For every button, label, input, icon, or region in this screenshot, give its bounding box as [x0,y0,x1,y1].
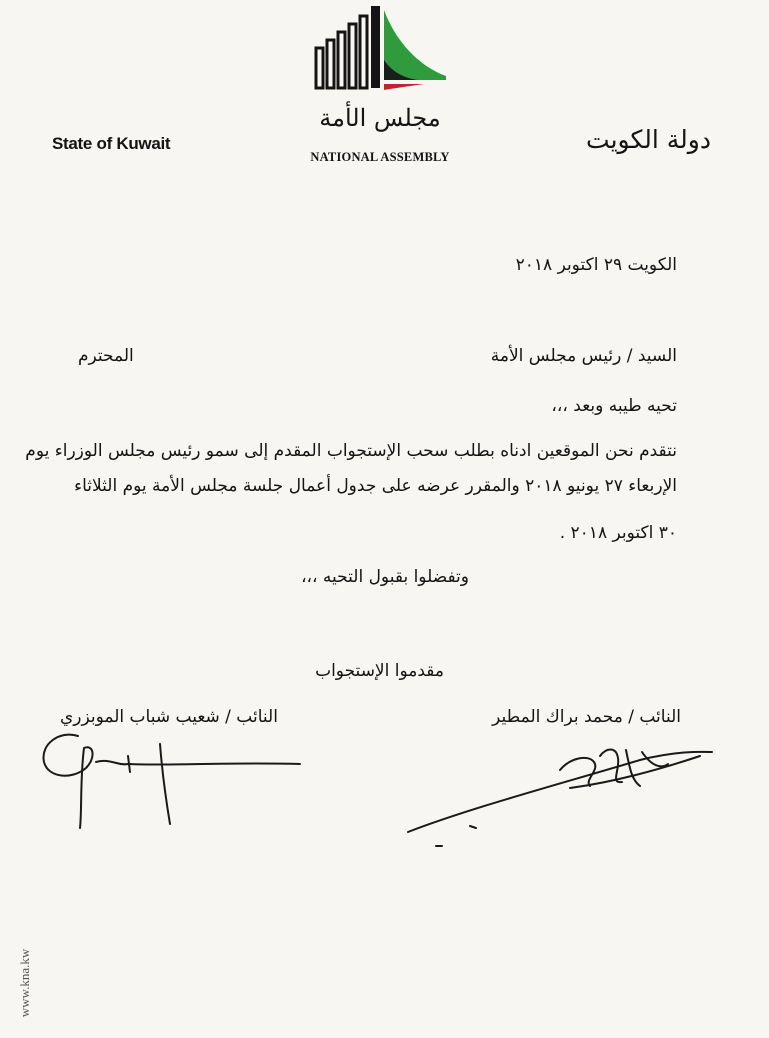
signature-left [43,735,300,828]
greeting: تحيه طيبه وبعد ،،، [551,396,677,416]
paragraph-line: ٣٠ اكتوبر ٢٠١٨ . [559,523,677,543]
paragraph-line: نتقدم نحن الموقعين ادناه بطلب سحب الإستجواب المقدم إلى سمو رئيس مجلس الوزراء يوم [25,441,677,461]
signature-right [408,750,712,847]
logo-english-text: NATIONAL ASSEMBLY [310,150,450,164]
submitters-heading: مقدموا الإستجواب [315,661,444,681]
logo-arabic-text: مجلس الأمة [319,104,441,132]
state-of-kuwait-ar: دولة الكويت [586,125,711,154]
watermark-url: www.kna.kw [17,948,32,1018]
closing-line: وتفضلوا بقبول التحيه ،،، [301,567,469,587]
state-of-kuwait-en: State of Kuwait [52,134,171,153]
addressee: السيد / رئيس مجلس الأمة [490,346,677,366]
signatory-name: النائب / محمد براك المطير [492,707,681,727]
respect-title: المحترم [78,346,134,366]
letter-date: الكويت ٢٩ اكتوبر ٢٠١٨ [515,255,677,275]
paragraph-line: الإربعاء ٢٧ يونيو ٢٠١٨ والمقرر عرضه على جدول أعمال جلسة مجلس الأمة يوم الثلاثاء [74,476,677,496]
national-assembly-emblem [300,0,460,92]
signatory-name: النائب / شعيب شباب الموبزري [60,707,278,727]
handwritten-signatures [0,700,769,870]
